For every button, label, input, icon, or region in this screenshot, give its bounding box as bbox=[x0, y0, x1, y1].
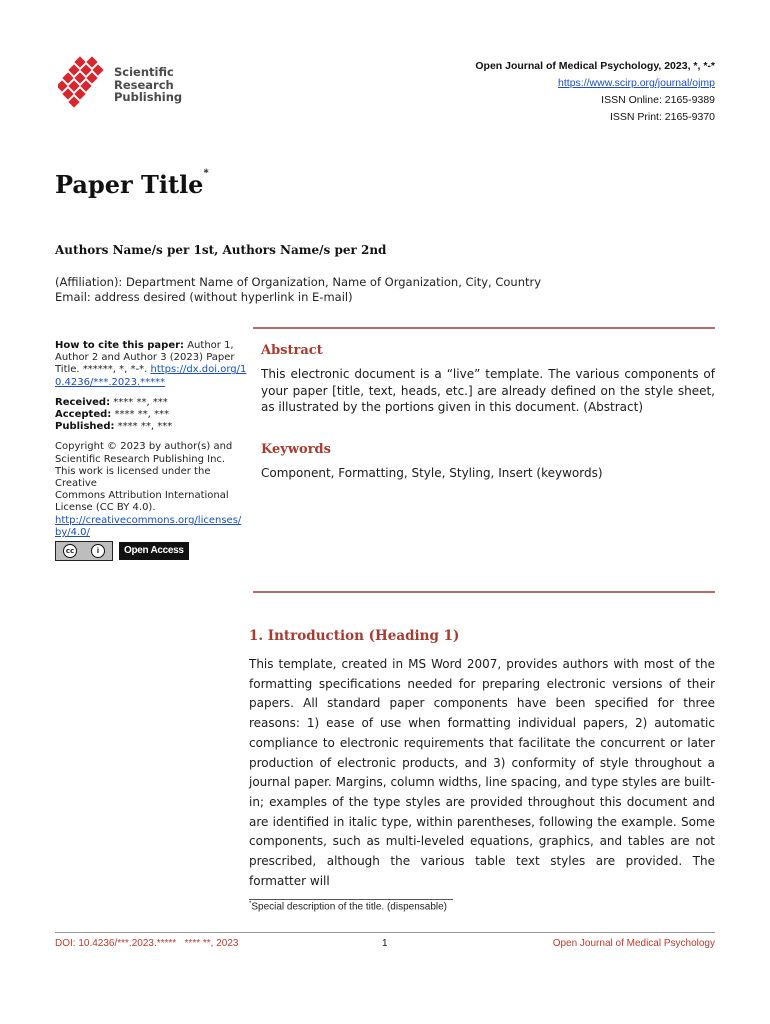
received-label: Received: bbox=[55, 396, 111, 408]
abstract-heading: Abstract bbox=[261, 343, 323, 358]
keywords-text: Component, Formatting, Style, Styling, Insert (keywords) bbox=[261, 466, 603, 480]
logo-text-line: Publishing bbox=[114, 90, 183, 104]
license-text-1: This work is licensed under the Creative bbox=[55, 465, 211, 490]
citation-text: Author 1, Author 2 and Author 3 (2023) Paper Title. ******, *, *-*. bbox=[55, 340, 235, 376]
cc-by-badge[interactable] bbox=[55, 541, 113, 561]
footnote-mark: * bbox=[249, 901, 252, 907]
affiliation: (Affiliation): Department Name of Organization, Name of Organization, City, Country bbox=[55, 275, 542, 289]
license-badges bbox=[55, 541, 247, 561]
issn-online: ISSN Online: 2165-9389 bbox=[601, 94, 715, 106]
dates-block bbox=[55, 397, 247, 434]
accepted-date: **** **, *** bbox=[114, 409, 169, 421]
license-link[interactable]: http://creativecommons.org/licenses/by/4.0/ bbox=[55, 514, 242, 538]
footnote-text: Special description of the title. (dispensable) bbox=[251, 901, 448, 913]
journal-info bbox=[475, 58, 715, 126]
article-sidebar bbox=[55, 340, 247, 561]
paper-title-text: Paper Title bbox=[55, 170, 204, 199]
journal-citation-line: Open Journal of Medical Psychology, 2023, *, *-* bbox=[475, 60, 715, 72]
abstract-top-rule bbox=[253, 327, 715, 329]
issn-print: ISSN Print: 2165-9370 bbox=[609, 111, 715, 123]
logo-text-line: Research bbox=[114, 77, 174, 92]
keywords-heading: Keywords bbox=[261, 442, 331, 457]
received-date: **** **, *** bbox=[113, 396, 168, 408]
footer-rule bbox=[55, 932, 715, 933]
cc-icon: cc bbox=[63, 544, 77, 558]
abstract-text: This electronic document is a “live” template. The various components of your paper [title, text, heads, etc.] are already defined on the style sheet, as illustrated by the portions given in this document. (Abstract) bbox=[261, 367, 715, 414]
affiliation-block bbox=[55, 275, 541, 305]
footnote bbox=[249, 901, 447, 912]
footnote-separator bbox=[249, 899, 453, 900]
page-number: 1 bbox=[382, 938, 388, 949]
citation-block bbox=[55, 340, 247, 389]
authors: Authors Name/s per 1st, Authors Name/s per 2nd bbox=[55, 243, 387, 257]
accepted-label: Accepted: bbox=[55, 409, 112, 421]
open-access-badge: Open Access bbox=[119, 542, 189, 560]
footer-doi-date: DOI: 10.4236/***.2023.***** **** **, 2023 bbox=[55, 938, 239, 949]
publisher-logo-icon bbox=[58, 56, 110, 112]
intro-heading: 1. Introduction (Heading 1) bbox=[249, 628, 460, 644]
logo-text-line: Scientific bbox=[114, 65, 174, 79]
copyright-block bbox=[55, 441, 247, 561]
footer-journal: Open Journal of Medical Psychology bbox=[552, 938, 715, 949]
title-footnote-mark: * bbox=[203, 168, 209, 179]
person-icon: i bbox=[91, 544, 105, 558]
citation-doi-link[interactable]: https://dx.doi.org/10.4236/***.2023.***** bbox=[55, 364, 247, 388]
journal-url-link[interactable]: https://www.scirp.org/journal/ojmp bbox=[558, 77, 715, 89]
license-text-2: Commons Attribution International License (CC BY 4.0). bbox=[55, 490, 229, 514]
copyright-text: Copyright © 2023 by author(s) and Scientific Research Publishing Inc. bbox=[55, 441, 233, 465]
paper-title bbox=[55, 170, 209, 199]
email: Email: address desired (without hyperlink in E-mail) bbox=[55, 290, 353, 304]
published-date: **** **, *** bbox=[117, 421, 173, 433]
intro-paragraph: This template, created in MS Word 2007, provides authors with most of the formatting specifications needed for preparing electronic versions of their papers. All standard paper components have been specified for three reasons: 1) ease of use when formatting individual papers, 2) automatic compliance to electronic requirements that facilitate the concurrent or later production of electronic products, and 3) conformity of style throughout a journal paper. Margins, column widths, line spacing, and type styles are built-in; examples of the type styles are provided throughout this document and are identified in italic type, within parentheses, following the example. Some components, such as multi-leveled equations, graphics, and tables are not prescribed, although the various table text styles are provided. The formatter will bbox=[249, 657, 715, 888]
citation-label: How to cite this paper: bbox=[55, 340, 185, 351]
abstract-bottom-rule bbox=[253, 591, 715, 593]
published-label: Published: bbox=[55, 421, 115, 433]
publisher-logo bbox=[58, 56, 188, 112]
